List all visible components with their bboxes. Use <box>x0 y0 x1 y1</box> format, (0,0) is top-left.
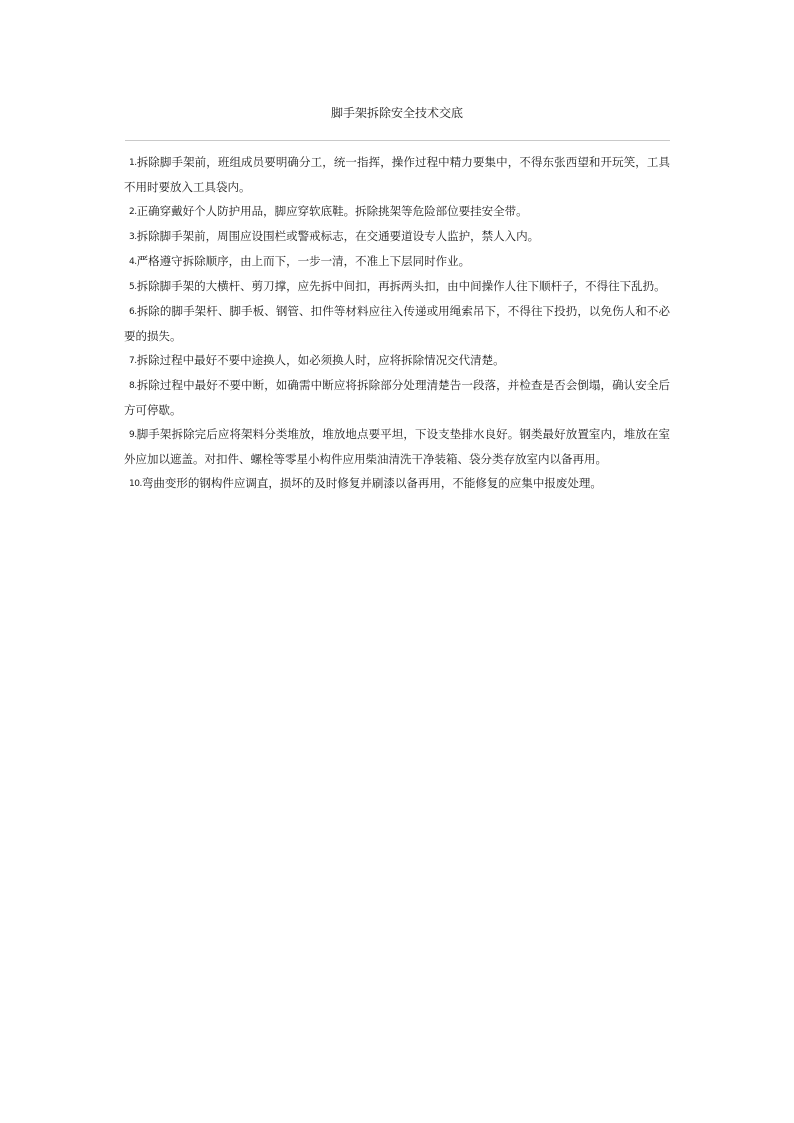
item-text: 拆除脚手架的大横杆、剪刀撑，应先拆中间扣，再拆两头扣，由中间操作人往下顺杆子，不得往下乱扔。 <box>136 279 666 293</box>
item-text: 拆除过程中最好不要中途换人，如必须换人时，应将拆除情况交代清楚。 <box>136 353 505 367</box>
item-text: 弯曲变形的钢构件应调直，损坏的及时修复并刷漆以备再用，不能修复的应集中报废处理。 <box>141 476 602 490</box>
document-title: 脚手架拆除安全技术交底 <box>330 106 463 120</box>
item-text: 严格遵守拆除顺序，由上而下，一步一清，不准上下层同时作业。 <box>136 254 471 268</box>
item-text: 拆除的脚手架杆、脚手板、钢管、扣件等材料应往入传递或用绳索吊下，不得往下投扔，以免伤人和不必要的损失。 <box>124 304 670 343</box>
item-number: 10. <box>129 479 142 489</box>
title-divider <box>125 140 670 141</box>
item-number: 2. <box>129 207 137 217</box>
item-number: 8. <box>129 381 137 391</box>
list-item <box>124 150 670 199</box>
item-text: 拆除过程中最好不要中断，如确需中断应将拆除部分处理清楚告一段落，并检查是否会倒塌，确认安全后方可停歇。 <box>124 378 670 417</box>
item-text: 拆除脚手架前，周围应设围栏或警戒标志，在交通要道设专人监护，禁人入内。 <box>136 229 540 243</box>
list-item <box>124 249 670 274</box>
item-text: 正确穿戴好个人防护用品，脚应穿软底鞋。拆除挑架等危险部位要挂安全带。 <box>136 204 528 218</box>
list-item <box>124 348 670 373</box>
item-number: 3. <box>129 232 137 242</box>
list-item <box>124 422 670 471</box>
item-number: 9. <box>129 430 137 440</box>
list-item <box>124 199 670 224</box>
instruction-list <box>124 150 670 496</box>
item-number: 7. <box>129 356 137 366</box>
item-number: 1. <box>129 158 137 168</box>
item-number: 6. <box>129 307 137 317</box>
list-item <box>124 373 670 422</box>
list-item <box>124 299 670 348</box>
list-item <box>124 224 670 249</box>
item-text: 脚手架拆除完后应将架料分类堆放，堆放地点要平坦，下设支垫排水良好。钢类最好放置室内，堆放在室外应加以遮盖。对扣件、螺栓等零星小构件应用柴油清洗干净装箱、袋分类存放室内以备再用。 <box>124 427 670 466</box>
list-item <box>124 274 670 299</box>
item-number: 4. <box>129 257 137 267</box>
item-number: 5. <box>129 282 137 292</box>
list-item <box>124 471 670 496</box>
item-text: 拆除脚手架前，班组成员要明确分工，统一指挥，操作过程中精力要集中，不得东张西望和开玩笑，工具不用时要放入工具袋内。 <box>124 155 670 194</box>
